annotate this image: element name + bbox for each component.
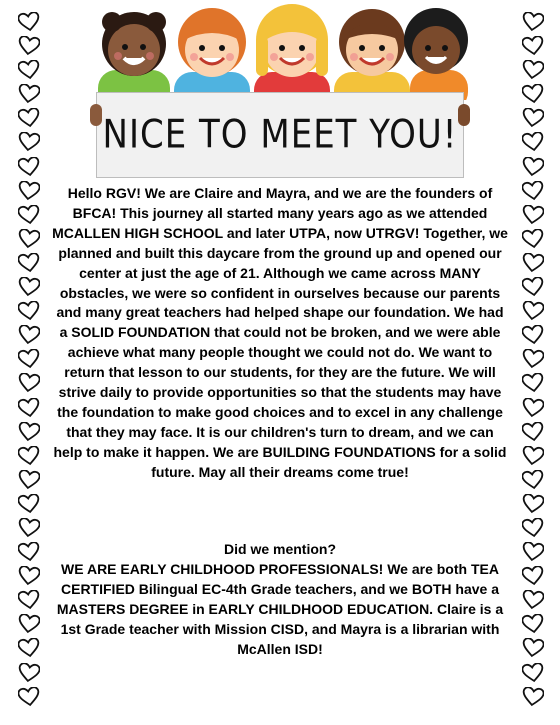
heart-outline-icon: [18, 398, 40, 418]
heart-outline-icon: [522, 108, 544, 128]
heart-outline-icon: [522, 12, 544, 32]
heart-outline-icon: [18, 84, 40, 104]
heart-outline-icon: [522, 470, 544, 490]
left-heart-border: [16, 12, 42, 711]
heart-outline-icon: [18, 36, 40, 56]
heart-outline-icon: [18, 325, 40, 345]
heart-outline-icon: [522, 518, 544, 538]
heart-outline-icon: [18, 373, 40, 393]
heart-outline-icon: [522, 614, 544, 634]
child-1: [98, 12, 170, 100]
mention-heading: Did we mention?: [224, 541, 336, 557]
heart-outline-icon: [18, 181, 40, 201]
heart-outline-icon: [18, 277, 40, 297]
heart-outline-icon: [522, 301, 544, 321]
heart-outline-icon: [18, 566, 40, 586]
heart-outline-icon: [18, 253, 40, 273]
heart-outline-icon: [522, 325, 544, 345]
heart-outline-icon: [522, 84, 544, 104]
intro-paragraph: Hello RGV! We are Claire and Mayra, and we are the founders of BFCA! This journey all started many years ago as we attended MCALLEN HIGH SCHOOL and later UTPA, now UTRGV! Together, we planned and built this daycare from the ground up and opened our center at just the age of 21. Although we came across MANY obstacles, we were so confident in ourselves because our parents and many great teachers had helped shape our foundation. We had a SOLID FOUNDATION that could not be broken, and we were able achieve what many people thought we could not do. We want to return that lesson to our students, for they are the future. We will strive daily to provide opportunities so that the students may have the foundation to make good choices and to excel in any challenge that they may face. It is our children's turn to dream, and we can help to make it happen. We are BUILDING FOUNDATIONS for a solid future. May all their dreams come true!: [52, 185, 508, 480]
heart-outline-icon: [522, 277, 544, 297]
heart-outline-icon: [522, 687, 544, 707]
heart-outline-icon: [522, 373, 544, 393]
heart-outline-icon: [18, 349, 40, 369]
heart-outline-icon: [522, 542, 544, 562]
heart-outline-icon: [522, 422, 544, 442]
heart-outline-icon: [18, 108, 40, 128]
children-illustration: [88, 0, 468, 100]
heart-outline-icon: [18, 638, 40, 658]
heart-outline-icon: [18, 60, 40, 80]
heart-outline-icon: [18, 470, 40, 490]
heart-outline-icon: [522, 566, 544, 586]
child-2: [174, 8, 250, 100]
right-heart-border: [520, 12, 546, 711]
heart-outline-icon: [18, 494, 40, 514]
heart-outline-icon: [18, 518, 40, 538]
sign-title: NICE TO MEET YOU!: [102, 112, 458, 158]
heart-outline-icon: [522, 181, 544, 201]
heart-outline-icon: [522, 36, 544, 56]
child-3: [254, 4, 330, 100]
heart-outline-icon: [522, 349, 544, 369]
heart-outline-icon: [522, 446, 544, 466]
child-4: [334, 9, 410, 100]
heart-outline-icon: [18, 229, 40, 249]
heart-outline-icon: [522, 253, 544, 273]
heart-outline-icon: [522, 229, 544, 249]
heart-outline-icon: [522, 590, 544, 610]
heart-outline-icon: [522, 60, 544, 80]
heart-outline-icon: [18, 422, 40, 442]
heart-outline-icon: [522, 157, 544, 177]
heart-outline-icon: [522, 494, 544, 514]
heart-outline-icon: [18, 663, 40, 683]
heart-outline-icon: [522, 132, 544, 152]
left-hand-illustration: [88, 104, 104, 128]
heart-outline-icon: [18, 12, 40, 32]
right-hand-illustration: [456, 104, 472, 128]
heart-outline-icon: [18, 132, 40, 152]
child-5: [404, 8, 468, 100]
heart-outline-icon: [18, 301, 40, 321]
heart-outline-icon: [522, 638, 544, 658]
mention-body: WE ARE EARLY CHILDHOOD PROFESSIONALS! We are both TEA CERTIFIED Bilingual EC-4th Grade teachers, and we BOTH have a MASTERS DEGREE in EARLY CHILDHOOD EDUCATION. Claire is a 1st Grade teacher with Mission CISD, and Mayra is a librarian with McAllen ISD!: [56, 560, 504, 657]
heart-outline-icon: [18, 614, 40, 634]
heart-outline-icon: [18, 446, 40, 466]
heart-outline-icon: [18, 205, 40, 225]
heart-outline-icon: [522, 398, 544, 418]
heart-outline-icon: [18, 687, 40, 707]
heart-outline-icon: [18, 157, 40, 177]
mention-section: [52, 540, 508, 659]
welcome-sign: [96, 92, 464, 178]
heart-outline-icon: [522, 663, 544, 683]
heart-outline-icon: [18, 590, 40, 610]
heart-outline-icon: [522, 205, 544, 225]
heart-outline-icon: [18, 542, 40, 562]
